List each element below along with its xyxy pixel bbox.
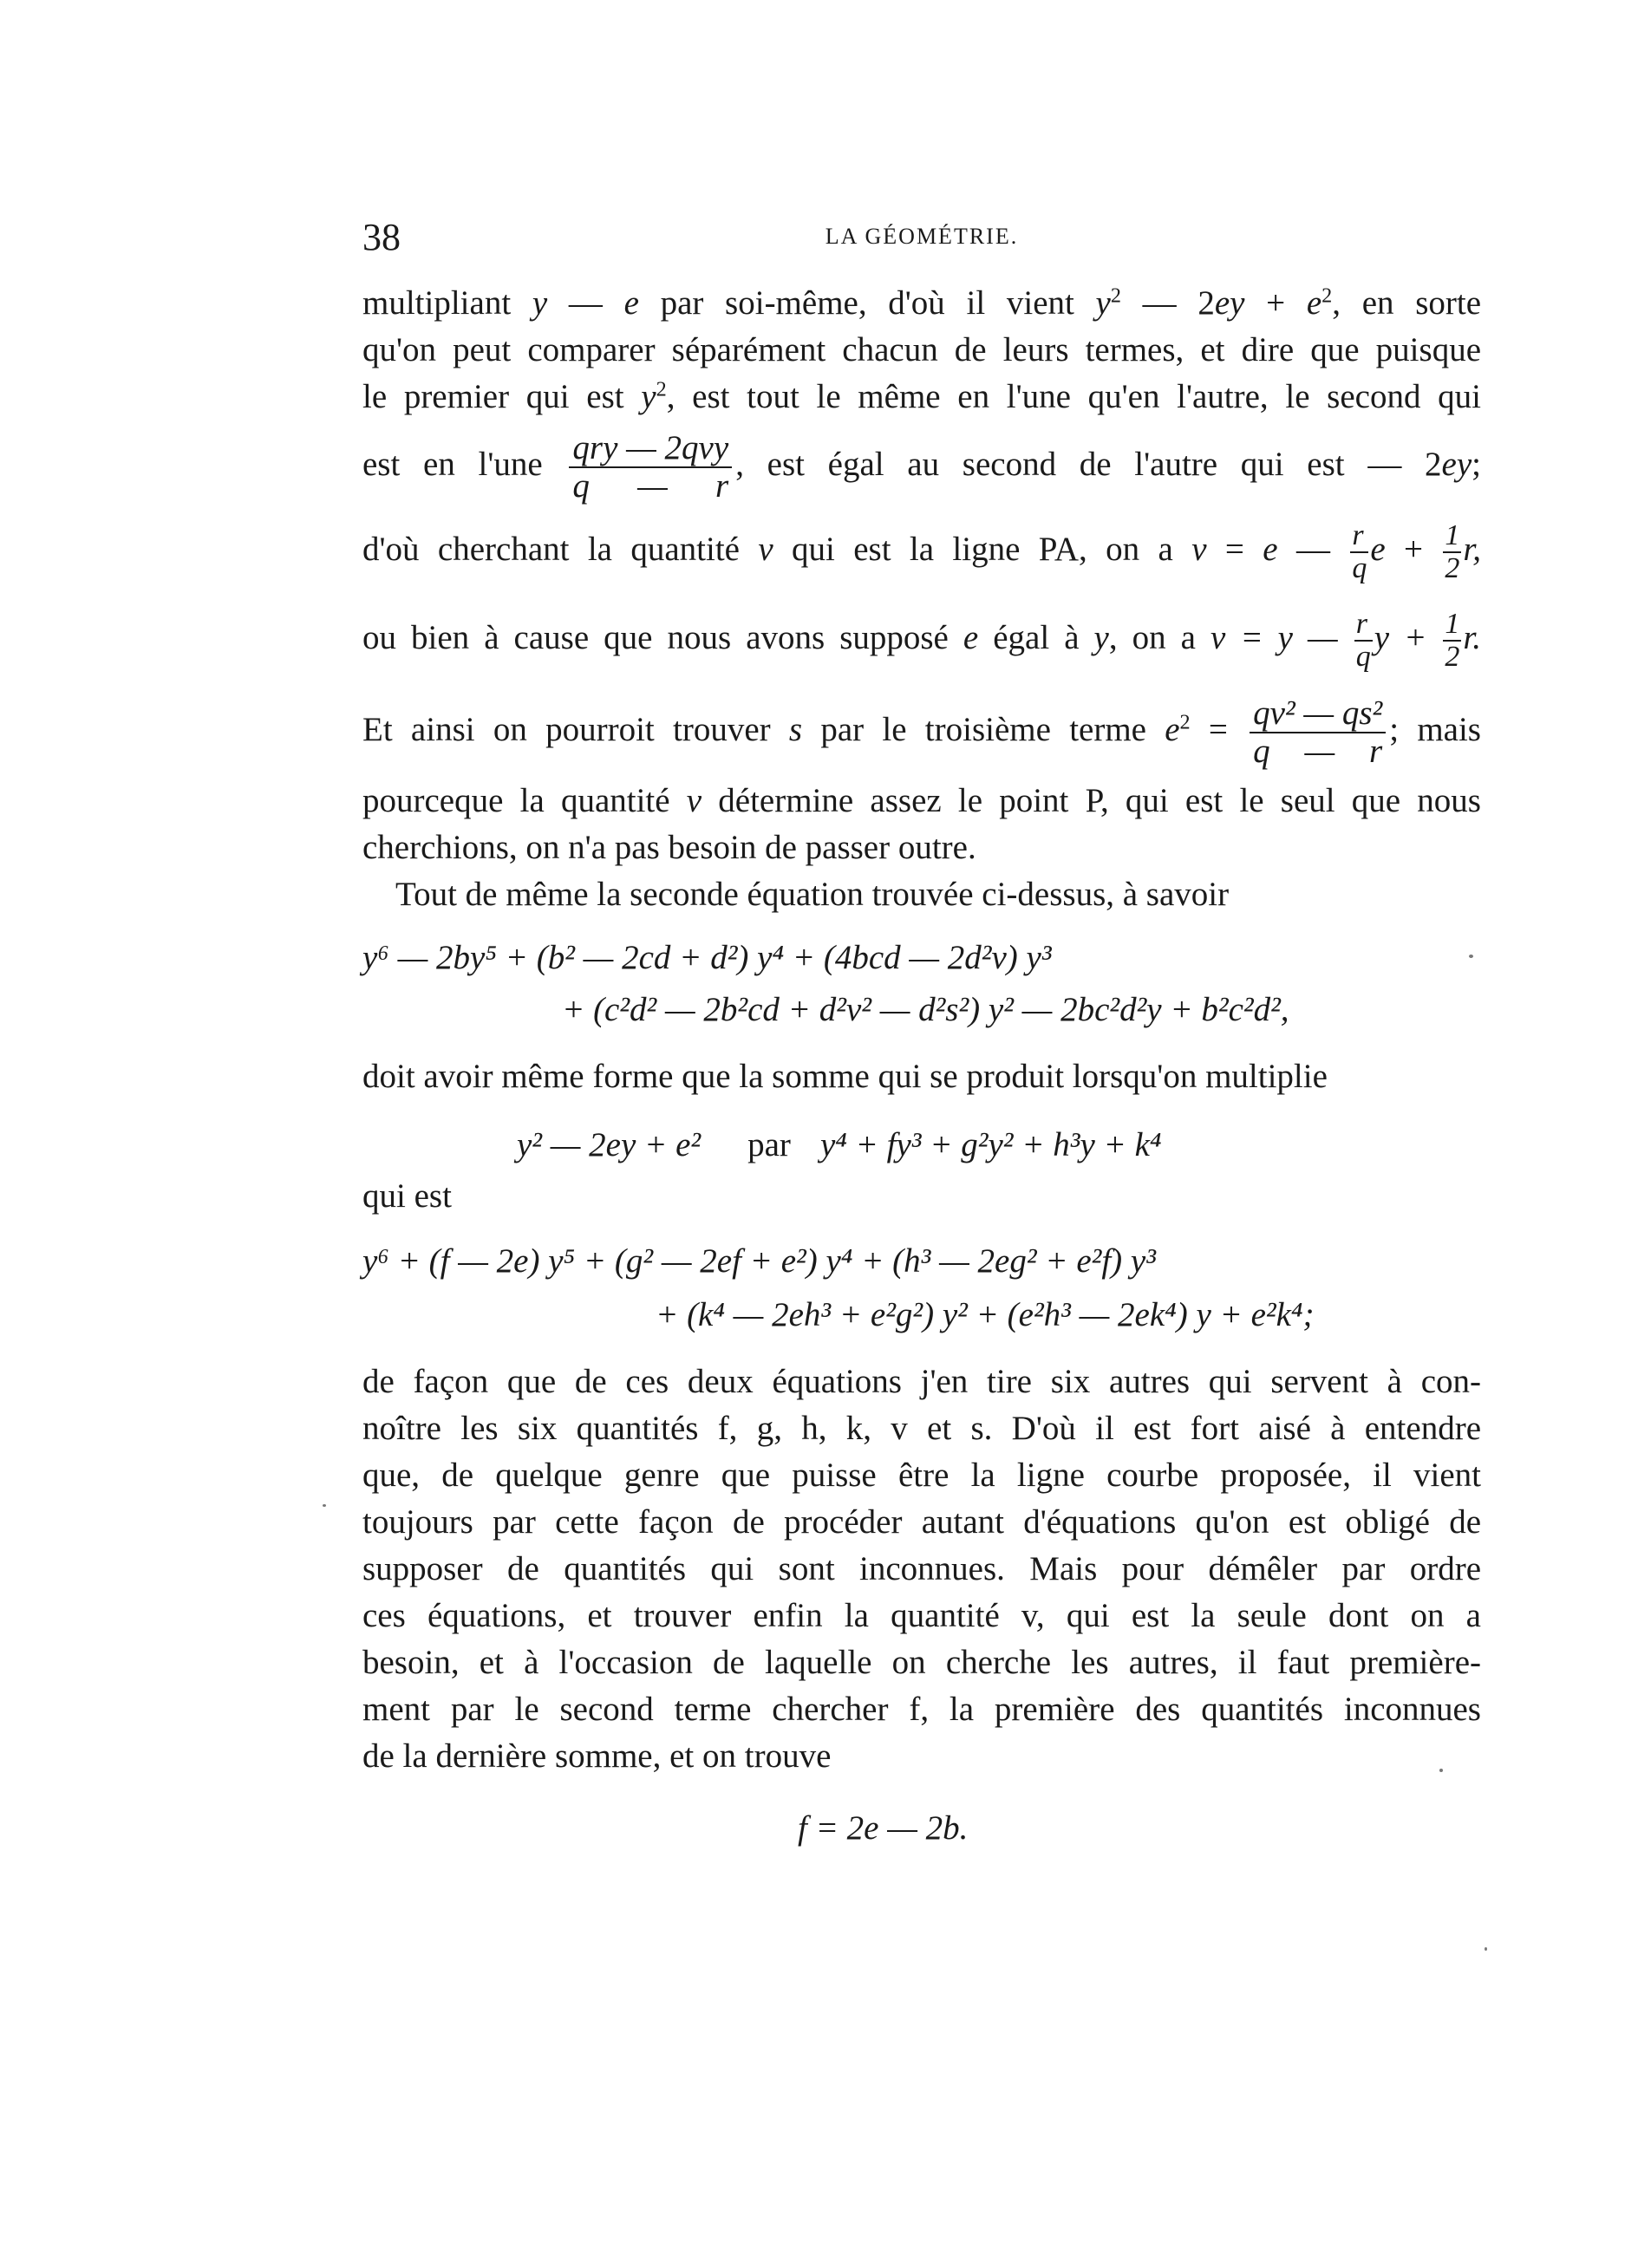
text-line-with-fraction: est en l'une $\frac{\text{qry — 2qvy}}{q — r}$ , est égal au second de l'autre qui est — 2ey;	[362, 429, 1481, 505]
text-line-with-fraction: d'où cherchant la quantité v qui est la ligne PA, on a v = e — $\frac{r}{q}$ e + $\frac{1}{2}$ r,	[362, 519, 1481, 585]
equation-line: f = 2e — 2b.	[798, 1809, 969, 1847]
text-line-with-fraction: Et ainsi on pourroit trouver s par le troisième terme $e^2$ = $\frac{\text{qv² — qs²}}{q — r}$ ; mais	[362, 694, 1481, 771]
fraction: $\frac{\text{qry — 2qvy}}{q — r}$	[569, 430, 732, 505]
text-line: ment par le second terme chercher f, la première des quantités inconnues	[362, 1691, 1481, 1728]
text-line: doit avoir même forme que la somme qui se produit lorsqu'on multiplie	[362, 1058, 1328, 1095]
equation-line: + (c²d² — 2b²cd + d²v² — d²s²) y² — 2bc²d²y + b²c²d²,	[562, 991, 1289, 1028]
fraction: $\frac{1}{2}$	[1445, 519, 1460, 585]
text-line: ces équations, et trouver enfin la quantité v, qui est la seule dont on a	[362, 1597, 1481, 1634]
equation-line: y⁶ + (f — 2e) y⁵ + (g² — 2ef + e²) y⁴ + (h³ — 2eg² + e²f) y³	[362, 1242, 1156, 1280]
fraction: $\frac{1}{2}$	[1445, 608, 1460, 674]
text-line: qu'on peut comparer séparément chacun de leurs termes, et dire que puisque	[362, 331, 1481, 368]
fraction: $\frac{\text{qv² — qs²}}{q — r}$	[1250, 695, 1386, 770]
equation-line: + (k⁴ — 2eh³ + e²g²) y² + (e²h³ — 2ek⁴) y + e²k⁴;	[656, 1296, 1315, 1333]
text-line: cherchions, on n'a pas besoin de passer outre.	[362, 829, 976, 866]
scan-speck	[1485, 1947, 1487, 1951]
text-line: de façon que de ces deux équations j'en tire six autres qui servent à con-	[362, 1363, 1481, 1400]
scan-speck	[1469, 955, 1473, 958]
equation-line: y² — 2ey + e² par y⁴ + fy³ + g²y² + h³y + k⁴	[517, 1126, 1162, 1163]
running-title: LA GÉOMÉTRIE.	[825, 224, 1019, 249]
text-line-with-fraction: ou bien à cause que nous avons supposé e égal à y, on a v = y — $\frac{r}{q}$ y + $\frac{1}{2}$ r.	[362, 608, 1482, 674]
text-line: noître les six quantités f, g, h, k, v et s. D'où il est fort aisé à entendre	[362, 1410, 1481, 1447]
page-header	[362, 215, 1481, 267]
text-line: le premier qui est $y^2$, est tout le même en l'une qu'en l'autre, le second qui	[362, 377, 1481, 415]
text-line: Tout de même la seconde équation trouvée ci-dessus, à savoir	[395, 876, 1230, 913]
text-line: qui est	[362, 1177, 452, 1215]
scan-speck	[323, 1504, 326, 1507]
fraction: $\frac{r}{q}$	[1355, 608, 1371, 674]
equation-line: y⁶ — 2by⁵ + (b² — 2cd + d²) y⁴ + (4bcd — 2d²v) y³	[362, 939, 1052, 976]
text-line: besoin, et à l'occasion de laquelle on cherche les autres, il faut première-	[362, 1644, 1481, 1681]
text-line: supposer de quantités qui sont inconnues. Mais pour démêler par ordre	[362, 1550, 1481, 1587]
fraction: $\frac{r}{q}$	[1352, 519, 1367, 585]
text-line: multipliant y — e par soi-même, d'où il vient $y^2$ — $2ey + e^2$, en sorte	[362, 284, 1482, 322]
text-line: de la dernière somme, et on trouve	[362, 1737, 832, 1775]
page-number: 38	[362, 216, 401, 258]
text-line: que, de quelque genre que puisse être la ligne courbe proposée, il vient	[362, 1457, 1481, 1494]
scan-speck	[1439, 1769, 1443, 1772]
text-line: pourceque la quantité v détermine assez le point P, qui est le seul que nous	[362, 782, 1481, 819]
text-line: toujours par cette façon de procéder autant d'équations qu'on est obligé de	[362, 1503, 1481, 1541]
